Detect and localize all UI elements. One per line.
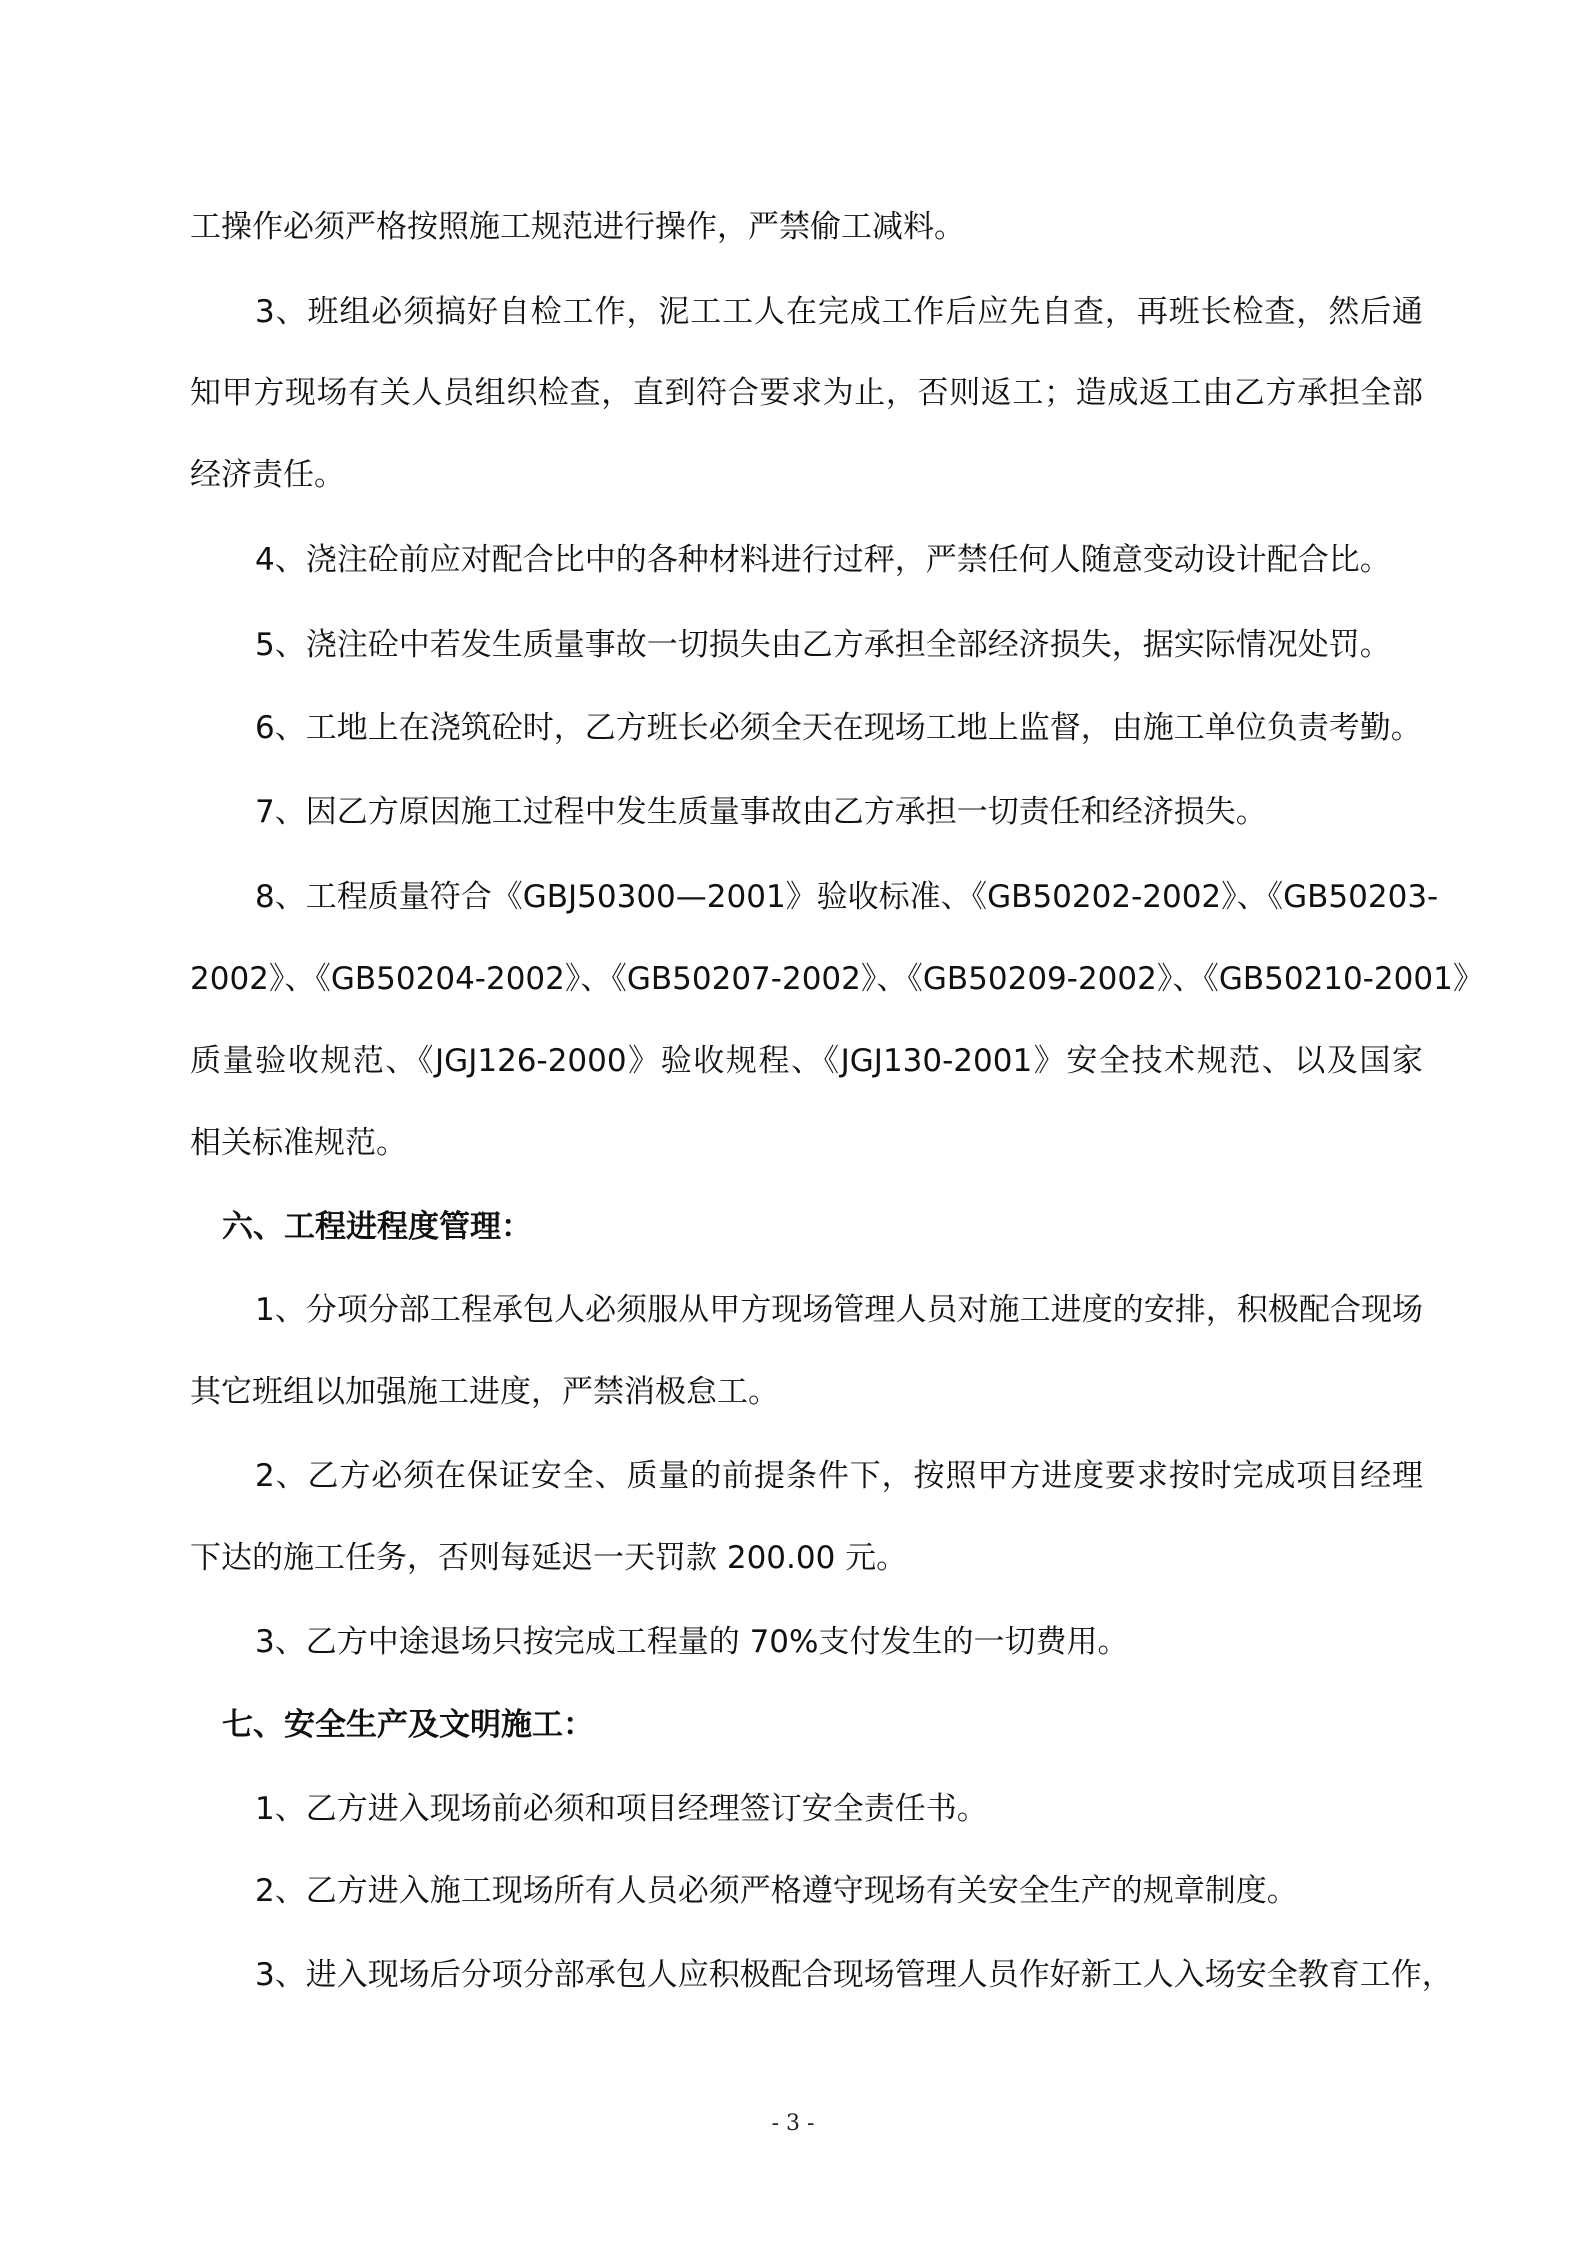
paragraph-line: 3、进入现场后分项分部承包人应积极配合现场管理人员作好新工人入场安全教育工作， bbox=[255, 1957, 1453, 1993]
paragraph-line: 7、因乙方原因施工过程中发生质量事故由乙方承担一切责任和经济损失。 bbox=[255, 794, 1267, 830]
paragraph-line: 2002》、《GB50204-2002》、《GB50207-2002》、《GB50209-2002》、《GB50210-2001》 bbox=[190, 961, 1484, 997]
paragraph-line: 其它班组以加强施工进度，严禁消极怠工。 bbox=[190, 1374, 779, 1410]
page-number: - 3 - bbox=[771, 2111, 815, 2136]
paragraph-line: 6、工地上在浇筑砼时，乙方班长必须全天在现场工地上监督，由施工单位负责考勤。 bbox=[255, 710, 1422, 746]
paragraph-line: 8、工程质量符合《GBJ50300—2001》验收标准、《GB50202-2002》、《GB50203- bbox=[255, 879, 1439, 915]
section-heading: 七、安全生产及文明施工： bbox=[222, 1707, 594, 1743]
section-heading: 六、工程进程度管理： bbox=[222, 1209, 532, 1245]
paragraph-line: 工操作必须严格按照施工规范进行操作，严禁偷工减料。 bbox=[190, 209, 965, 245]
paragraph-line: 2、乙方必须在保证安全、质量的前提条件下，按照甲方进度要求按时完成项目经理 bbox=[255, 1458, 1423, 1494]
paragraph-line: 5、浇注砼中若发生质量事故一切损失由乙方承担全部经济损失，据实际情况处罚。 bbox=[255, 627, 1391, 663]
paragraph-line: 经济责任。 bbox=[190, 457, 345, 493]
paragraph-line: 1、分项分部工程承包人必须服从甲方现场管理人员对施工进度的安排，积极配合现场 bbox=[255, 1292, 1423, 1328]
paragraph-line: 3、乙方中途退场只按完成工程量的 70%支付发生的一切费用。 bbox=[255, 1624, 1129, 1660]
paragraph-line: 下达的施工任务，否则每延迟一天罚款 200.00 元。 bbox=[190, 1540, 908, 1576]
paragraph-line: 相关标准规范。 bbox=[190, 1125, 407, 1161]
paragraph-line: 质量验收规范、《JGJ126-2000》验收规程、《JGJ130-2001》安全技术规范、以及国家 bbox=[190, 1043, 1423, 1079]
paragraph-line: 3、班组必须搞好自检工作，泥工工人在完成工作后应先自查，再班长检查，然后通 bbox=[255, 294, 1423, 330]
paragraph-line: 2、乙方进入施工现场所有人员必须严格遵守现场有关安全生产的规章制度。 bbox=[255, 1873, 1298, 1909]
paragraph-line: 知甲方现场有关人员组织检查，直到符合要求为止，否则返工；造成返工由乙方承担全部 bbox=[190, 375, 1423, 411]
paragraph-line: 1、乙方进入现场前必须和项目经理签订安全责任书。 bbox=[255, 1791, 988, 1827]
paragraph-line: 4、浇注砼前应对配合比中的各种材料进行过秤，严禁任何人随意变动设计配合比。 bbox=[255, 542, 1391, 578]
